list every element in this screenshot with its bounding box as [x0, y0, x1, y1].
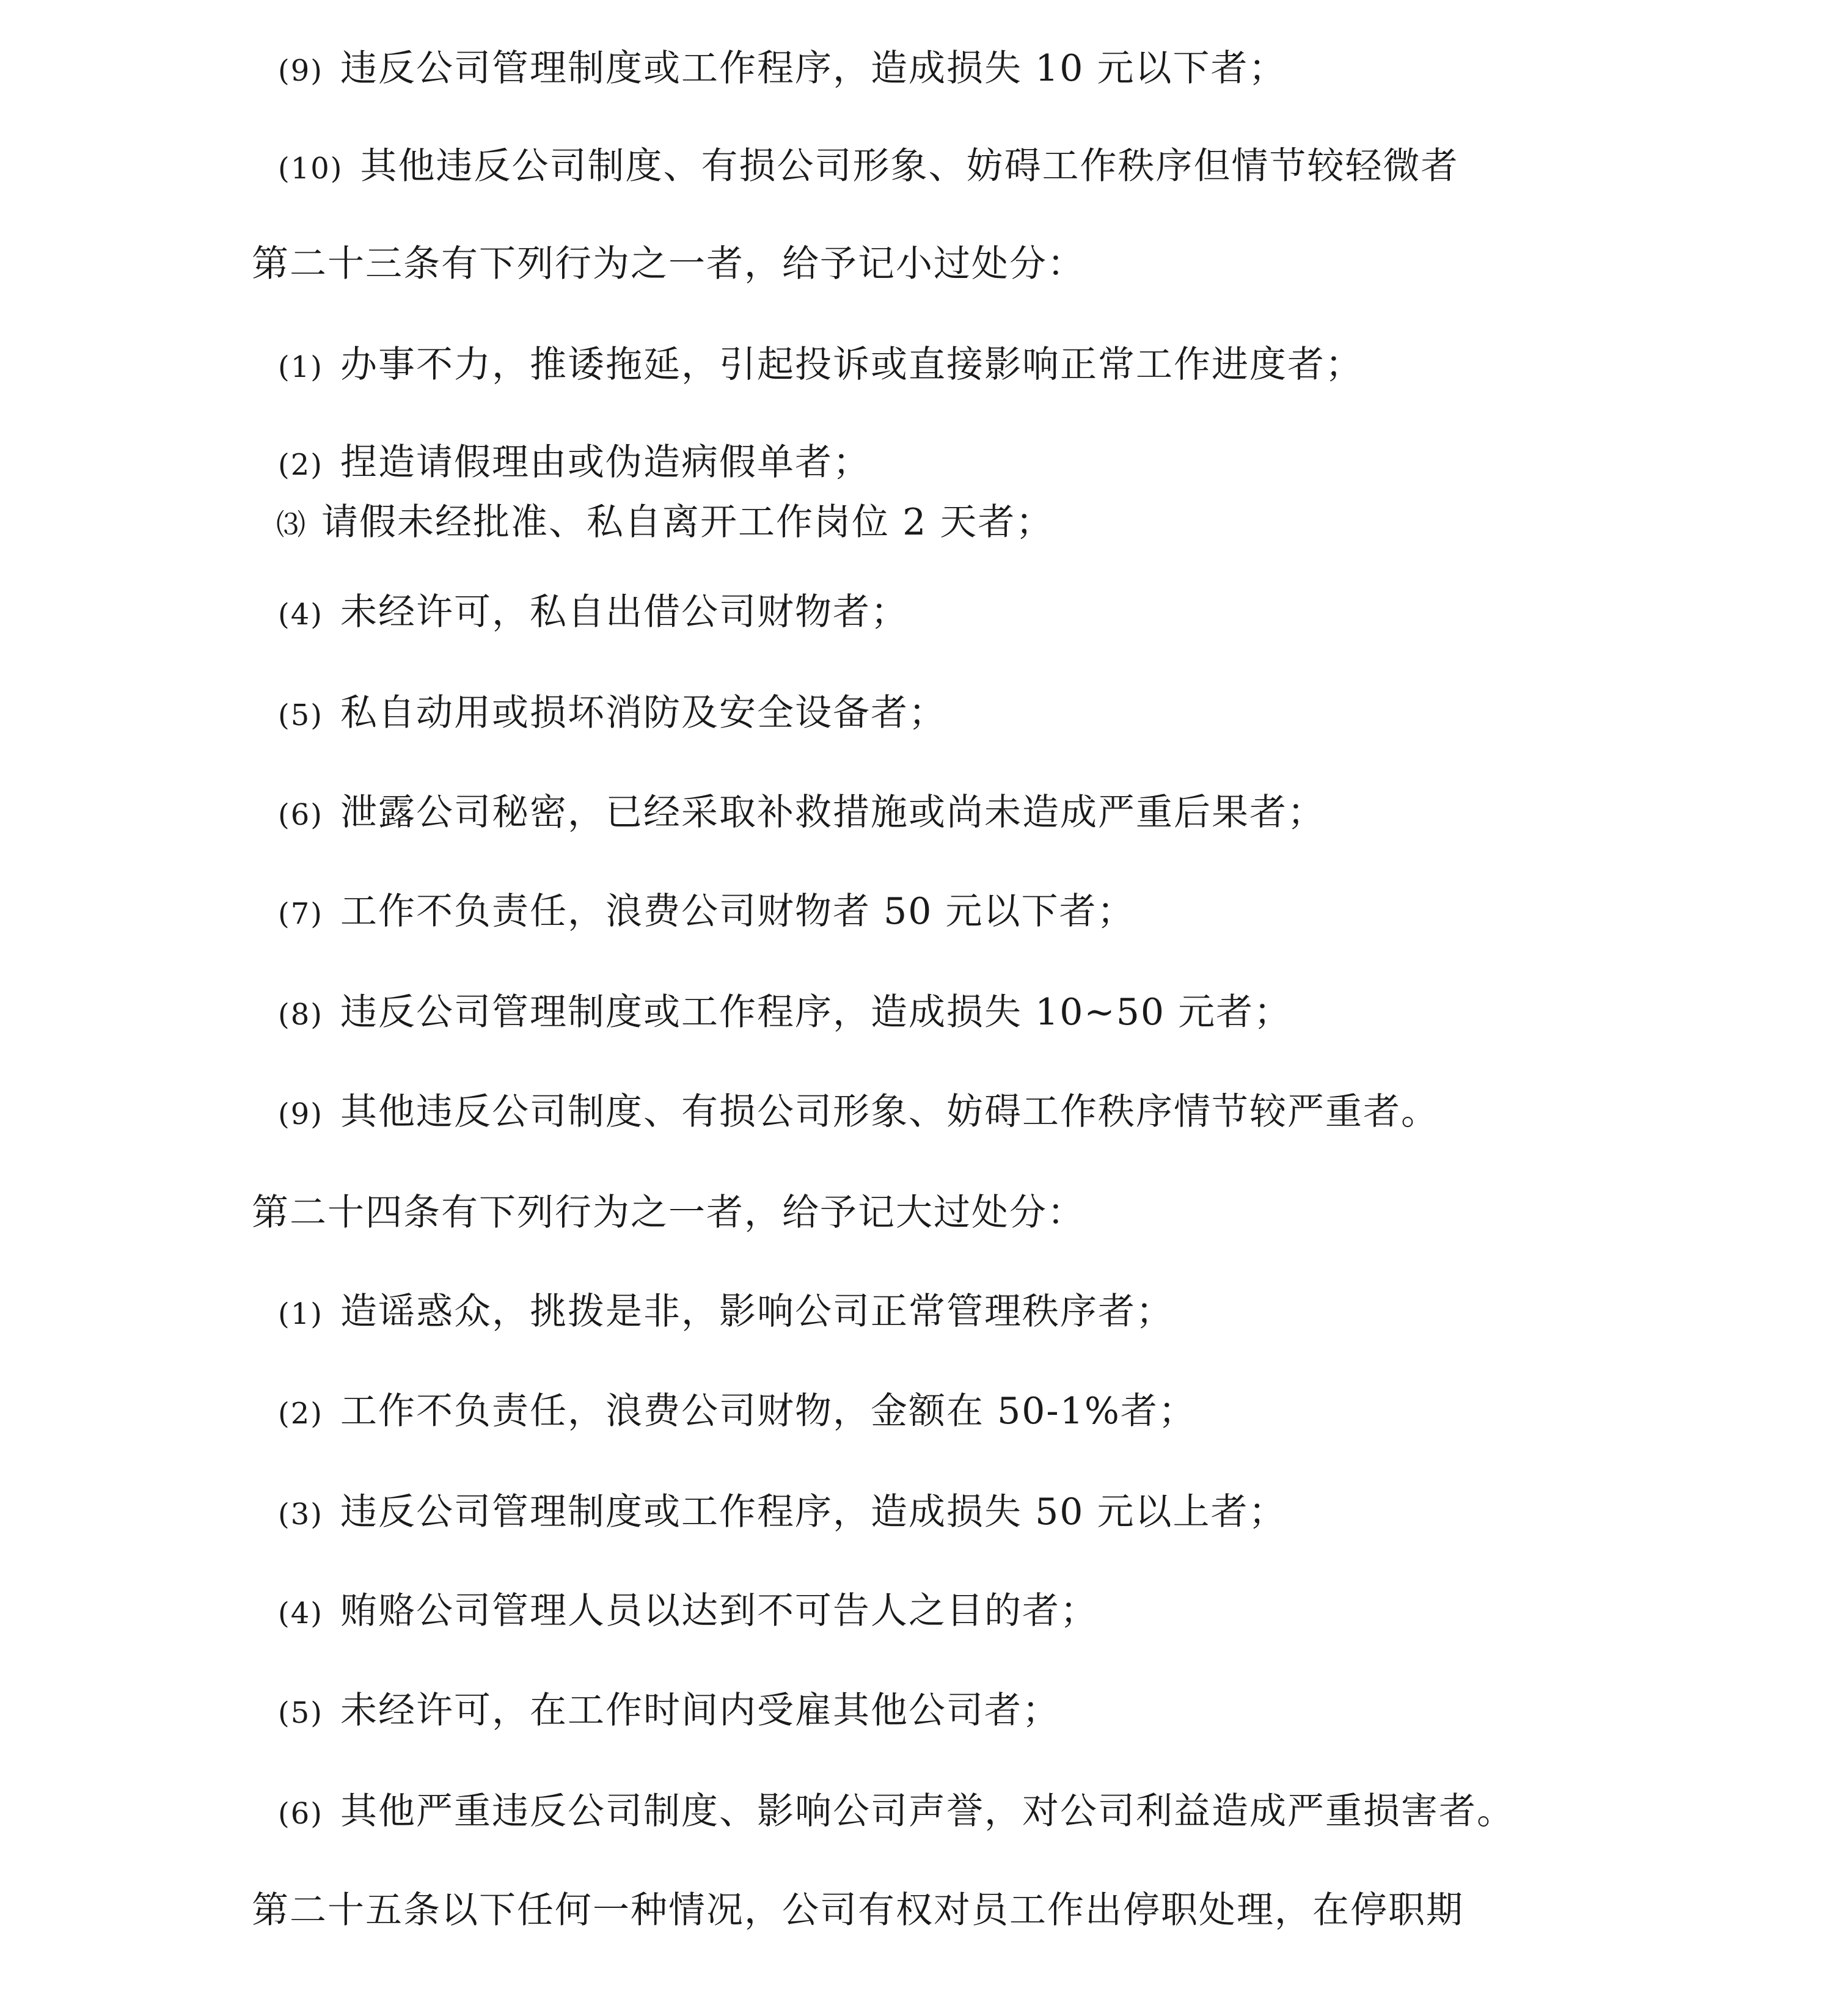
item-text: 其他违反公司制度、有损公司形象、妨碍工作秩序但情节较轻微者 [360, 145, 1459, 188]
clause-item [278, 1387, 1196, 1438]
item-text: 泄露公司秘密，已经采取补救措施或尚未造成严重后果者； [340, 791, 1325, 834]
item-text: 捏造请假理由或伪造病假单者； [340, 441, 871, 484]
clause-item [276, 498, 1053, 549]
clause-item [278, 887, 1135, 938]
item-number: (4) [278, 1596, 323, 1631]
item-text: 其他违反公司制度、有损公司形象、妨碍工作秩序情节较严重者。 [340, 1090, 1439, 1133]
item-number: ⑶ [276, 508, 307, 542]
item-text: 造谣惑众，挑拨是非，影响公司正常管理秩序者； [340, 1290, 1174, 1333]
clause-item [278, 988, 1292, 1039]
item-number: (10) [278, 152, 343, 186]
item-number: (5) [278, 698, 323, 732]
clause-item [278, 788, 1325, 839]
clause-item [278, 688, 946, 740]
item-number: (5) [278, 1696, 323, 1730]
article-heading [252, 239, 1085, 288]
item-text: 私自动用或损坏消防及安全设备者； [340, 692, 946, 734]
heading-text: 第二十三条有下列行为之一者，给予记小过处分： [252, 243, 1085, 285]
item-number: (9) [278, 54, 323, 88]
clause-item [278, 1488, 1287, 1539]
item-text: 其他严重违反公司制度、影响公司声誉，对公司利益造成严重损害者。 [340, 1790, 1515, 1833]
heading-text: 第二十四条有下列行为之一者，给予记大过处分： [252, 1191, 1085, 1234]
item-text: 未经许可，私自出借公司财物者； [340, 591, 909, 634]
item-number: (4) [278, 597, 323, 632]
item-text: 贿赂公司管理人员以达到不可告人之目的者； [340, 1590, 1098, 1632]
item-text: 工作不负责任，浪费公司财物者 50 元以下者； [340, 890, 1135, 933]
item-text: 违反公司管理制度或工作程序，造成损失 50 元以上者； [340, 1491, 1287, 1533]
clause-item [278, 438, 871, 489]
clause-item [278, 1587, 1098, 1638]
clause-item [278, 1087, 1439, 1139]
item-text: 未经许可，在工作时间内受雇其他公司者； [340, 1689, 1060, 1732]
heading-text: 第二十五条以下任何一种情况，公司有权对员工作出停职处理，在停职期 [252, 1889, 1464, 1932]
article-heading [252, 1188, 1085, 1237]
item-number: (8) [278, 998, 323, 1032]
clause-item [278, 1787, 1515, 1838]
item-text: 办事不力，推诿拖延，引起投诉或直接影响正常工作进度者； [340, 343, 1363, 386]
clause-item [278, 44, 1287, 95]
item-number: (6) [278, 1797, 323, 1831]
item-number: (1) [278, 350, 323, 384]
clause-item [278, 340, 1363, 392]
item-text: 违反公司管理制度或工作程序，造成损失 10 元以下者； [340, 47, 1287, 90]
item-number: (2) [278, 448, 323, 482]
item-text: 请假未经批准、私自离开工作岗位 2 天者； [321, 501, 1054, 544]
item-text: 工作不负责任，浪费公司财物，金额在 50-1%者； [340, 1390, 1196, 1433]
item-number: (9) [278, 1097, 323, 1131]
clause-item [278, 142, 1459, 193]
clause-item [278, 588, 909, 639]
item-number: (3) [278, 1497, 323, 1532]
article-heading [252, 1886, 1464, 1935]
item-number: (1) [278, 1297, 323, 1331]
clause-item [278, 1287, 1174, 1339]
item-number: (6) [278, 798, 323, 832]
item-text: 违反公司管理制度或工作程序，造成损失 10~50 元者； [340, 991, 1292, 1034]
item-number: (2) [278, 1397, 323, 1431]
item-number: (7) [278, 897, 323, 931]
clause-item [278, 1686, 1060, 1737]
